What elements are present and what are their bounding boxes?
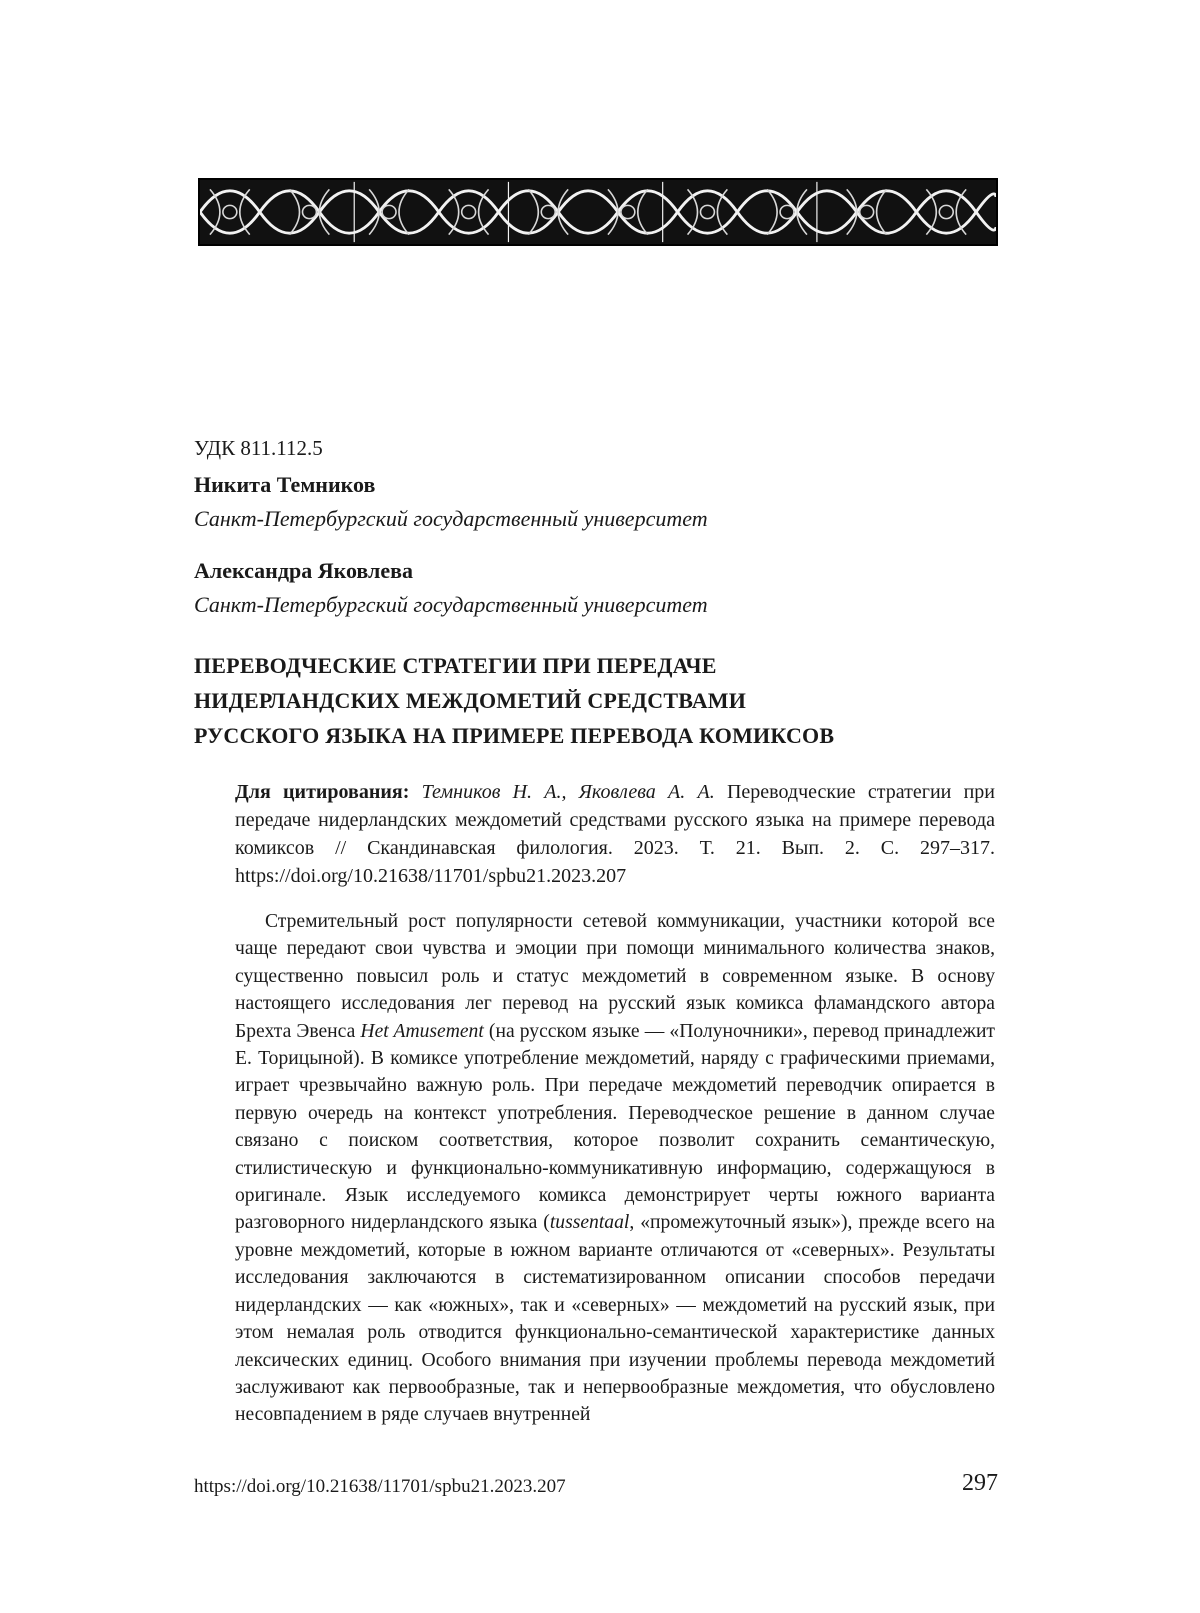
ornament-pattern [200,180,996,244]
abstract-text: Стремительный рост популярности сетевой коммуникации, участники которой все чаще передают свои чувства и эмоции при помощи минимального количества знаков, существенно повысил роль и статус междометий в современном языке. В основу настоящего исследования лег перевод на русский язык комикса фламандского автора Брехта Эвенса [235,911,995,1042]
citation-text: Переводческие стратегии при передаче нидерландских междометий средствами русского языка на примере перевода комиксов // Скандинавская филология. 2023. Т. 21. Вып. 2. С. 297–317. https://doi.org/10.21638/11701/spbu21.2023.207 [235,781,996,887]
author-affiliation-1: Санкт-Петербургский государственный университет [194,506,708,531]
citation-label: Для цитирования: [235,781,410,803]
title-line: РУССКОГО ЯЗЫКА НА ПРИМЕРЕ ПЕРЕВОДА КОМИКСОВ [194,723,835,748]
celtic-knot-ornament [198,178,998,246]
abstract-paragraph [235,908,995,1429]
author-name-1: Никита Темников [194,472,376,497]
abstract-italic-title: Het Amusement [360,1020,484,1042]
abstract [235,908,995,1429]
title-line: ПЕРЕВОДЧЕСКИЕ СТРАТЕГИИ ПРИ ПЕРЕДАЧЕ [194,653,717,678]
abstract-italic-term: tussentaal [549,1212,630,1234]
author-affiliation-2: Санкт-Петербургский государственный университет [194,592,708,617]
udk-code: УДК 811.112.5 [194,436,323,460]
citation-block [235,778,995,890]
citation-authors: Темников Н. А., Яковлева А. А. [421,781,715,803]
abstract-text: (на русском языке — «Полуночники», перевод принадлежит Е. Торицыной). В комиксе употребление междометий, наряду с графическими приемами, играет чрезвычайно важную роль. При передаче междометий переводчик опирается в первую очередь на контекст употребления. Переводческое решение в данном случае связано с поиском соответствия, которое позволит сохранить семантическую, стилистическую и функционально-коммуникативную информацию, содержащуюся в оригинале. Язык исследуемого комикса демонстрирует черты южного варианта разговорного нидерландского языка ( [235,1020,995,1234]
page-number: 297 [962,1470,998,1496]
title-line: НИДЕРЛАНДСКИХ МЕЖДОМЕТИЙ СРЕДСТВАМИ [194,688,747,713]
abstract-text: , «промежуточный язык»), прежде всего на уровне междометий, которые в южном варианте отличаются от «северных». Результаты исследования заключаются в систематизированном описании способов передачи нидерландских — как «южных», так и «северных» — междометий на русский язык, при этом немалая роль отводится функционально-семантической характеристике данных лексических единиц. Особого внимания при изучении проблемы перевода междометий заслуживают как первообразные, так и непервообразные междометия, что обусловлено несовпадением в ряде случаев внутренней [235,1212,996,1426]
author-name-2: Александра Яковлева [194,558,414,583]
article-title [194,648,974,753]
footer-doi-link[interactable]: https://doi.org/10.21638/11701/spbu21.2023.207 [194,1476,566,1497]
